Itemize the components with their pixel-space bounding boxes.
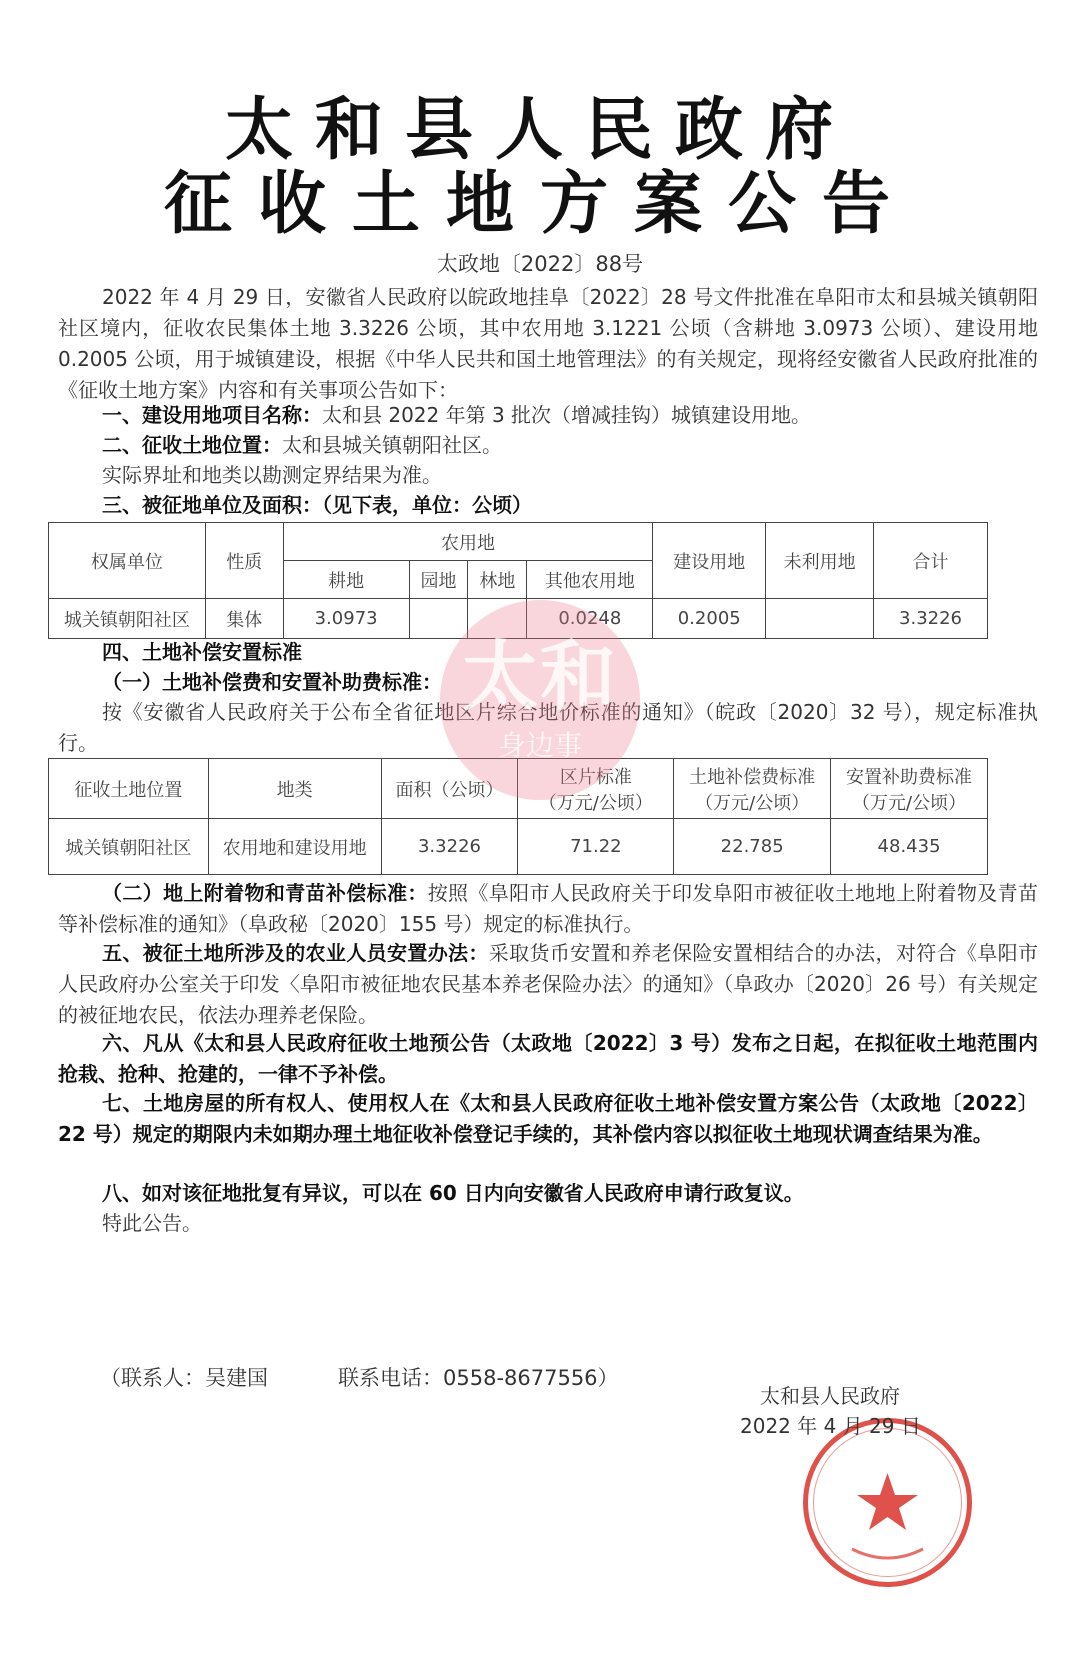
section-5-text: 采取货币安置和养老保险安置相结合的办法，对符合《阜阳市人民政府办公室关于印发〈阜阳市被征地农民基本养老保险办法〉的通知》（阜政办〔2020〕26 号）有关规定的被征地农民，依法办理养老保险。 (58, 941, 1039, 1027)
cell-zone-standard: 71.22 (518, 819, 674, 875)
header-land-type: 地类 (208, 759, 381, 819)
header-nature: 性质 (205, 523, 283, 599)
section-5 (58, 938, 1038, 1031)
cell-location: 城关镇朝阳社区 (49, 819, 209, 875)
header-location: 征收土地位置 (49, 759, 209, 819)
section-4-1-text: 按《安徽省人民政府关于公布全省征地区片综合地价标准的通知》（皖政〔2020〕32 号），规定标准执行。 (58, 700, 1038, 755)
header-subsidy-standard (831, 759, 988, 819)
title-line-1: 太和县人民政府 (224, 90, 855, 170)
watermark-main-text: 太和 (462, 632, 618, 721)
header-zone-standard-line2: （万元/公顷） (538, 792, 653, 814)
table-row (49, 819, 988, 875)
header-subsidy-standard-line2: （万元/公顷） (852, 792, 967, 814)
section-4-2 (58, 878, 1038, 940)
header-subsidy-standard-line1: 安置补助费标准 (846, 766, 973, 788)
section-4-2-label: （二）地上附着物和青苗补偿标准： (102, 881, 428, 905)
header-compensation-standard (674, 759, 831, 819)
cell-total: 3.3226 (874, 599, 988, 639)
header-other-farm: 其他农用地 (527, 561, 653, 599)
section-2-label: 二、征收土地位置： (102, 433, 282, 457)
section-3-label: 三、被征地单位及面积：（见下表，单位：公顷） (102, 493, 532, 517)
signature-org: 太和县人民政府 (760, 1384, 900, 1408)
section-5-label: 五、被征土地所涉及的农业人员安置办法： (102, 941, 489, 965)
watermark (440, 600, 640, 800)
section-4-2-text: 按照《阜阳市人民政府关于印发阜阳市被征收土地地上附着物及青苗等补偿标准的通知》（阜政秘〔2020〕155 号）规定的标准执行。 (58, 881, 1039, 936)
header-construction: 建设用地 (653, 523, 766, 599)
section-4-1-label: （一）土地补偿费和安置补助费标准： (102, 670, 442, 694)
contact-phone: 联系电话：0558-8677556） (338, 1366, 619, 1390)
cell-unused (766, 599, 874, 639)
cell-cultivated: 3.0973 (283, 599, 409, 639)
signature-date: 2022 年 4 月 29 日 (740, 1414, 921, 1438)
header-total: 合计 (874, 523, 988, 599)
cell-land-type: 农用地和建设用地 (208, 819, 381, 875)
section-8: 八、如对该征地批复有异议，可以在 60 日内向安徽省人民政府申请行政复议。 (102, 1181, 804, 1205)
title-line-2: 征收土地方案公告 (163, 164, 916, 244)
section-7: 七、土地房屋的所有权人、使用权人在《太和县人民政府征收土地补偿安置方案公告（太政地〔2022〕22 号）规定的期限内未如期办理土地征收补偿登记手续的，其补偿内容以拟征收土地现状调查结果为准。 (58, 1091, 1038, 1146)
header-zone-standard-line1: 区片标准 (559, 766, 632, 788)
header-owner: 权属单位 (49, 523, 206, 599)
cell-owner: 城关镇朝阳社区 (49, 599, 206, 639)
document-number: 太政地〔2022〕88号 (436, 252, 644, 276)
header-compensation-standard-line1: 土地补偿费标准 (689, 766, 816, 788)
cell-other-farm: 0.0248 (527, 599, 653, 639)
header-cultivated: 耕地 (283, 561, 409, 599)
header-garden: 园地 (409, 561, 468, 599)
section-1 (58, 400, 1038, 431)
contact-person: （联系人：吴建国 (100, 1366, 268, 1390)
section-4-label: 四、土地补偿安置标准 (102, 640, 302, 664)
section-6: 六、凡从《太和县人民政府征收土地预公告（太政地〔2022〕3 号）发布之日起，在拟征收土地范围内抢栽、抢种、抢建的，一律不予补偿。 (58, 1031, 1038, 1086)
section-1-text: 太和县 2022 年第 3 批次（增减挂钩）城镇建设用地。 (322, 403, 812, 427)
cell-area: 3.3226 (381, 819, 518, 875)
cell-nature: 集体 (205, 599, 283, 639)
header-forest: 林地 (468, 561, 527, 599)
header-farmland: 农用地 (283, 523, 653, 561)
section-1-label: 一、建设用地项目名称： (102, 403, 322, 427)
intro-paragraph: 2022 年 4 月 29 日，安徽省人民政府以皖政地挂阜〔2022〕28 号文件批准在阜阳市太和县城关镇朝阳社区境内，征收农民集体土地 3.3226 公顷，其中农用地 3.1221 公顷（含耕地 3.0973 公顷）、建设用地 0.2005 公顷，用于城镇建设，根据《中华人民共和国土地管理法》的有关规定，现将经安徽省人民政府批准的《征收土地方案》内容和有关事项公告如下： (58, 285, 1038, 402)
section-2 (58, 430, 1038, 461)
header-area: 面积（公顷） (381, 759, 518, 819)
cell-construction: 0.2005 (653, 599, 766, 639)
header-unused: 未利用地 (766, 523, 874, 599)
watermark-sub-text: 身边事 (497, 729, 582, 762)
cell-subsidy-standard: 48.435 (831, 819, 988, 875)
header-compensation-standard-line2: （万元/公顷） (695, 792, 810, 814)
cell-compensation-standard: 22.785 (674, 819, 831, 875)
section-2-text: 太和县城关镇朝阳社区。 (282, 433, 502, 457)
closing-text: 特此公告。 (102, 1211, 202, 1235)
section-2-note: 实际界址和地类以勘测定界结果为准。 (102, 463, 442, 487)
official-seal-icon (800, 1415, 975, 1590)
